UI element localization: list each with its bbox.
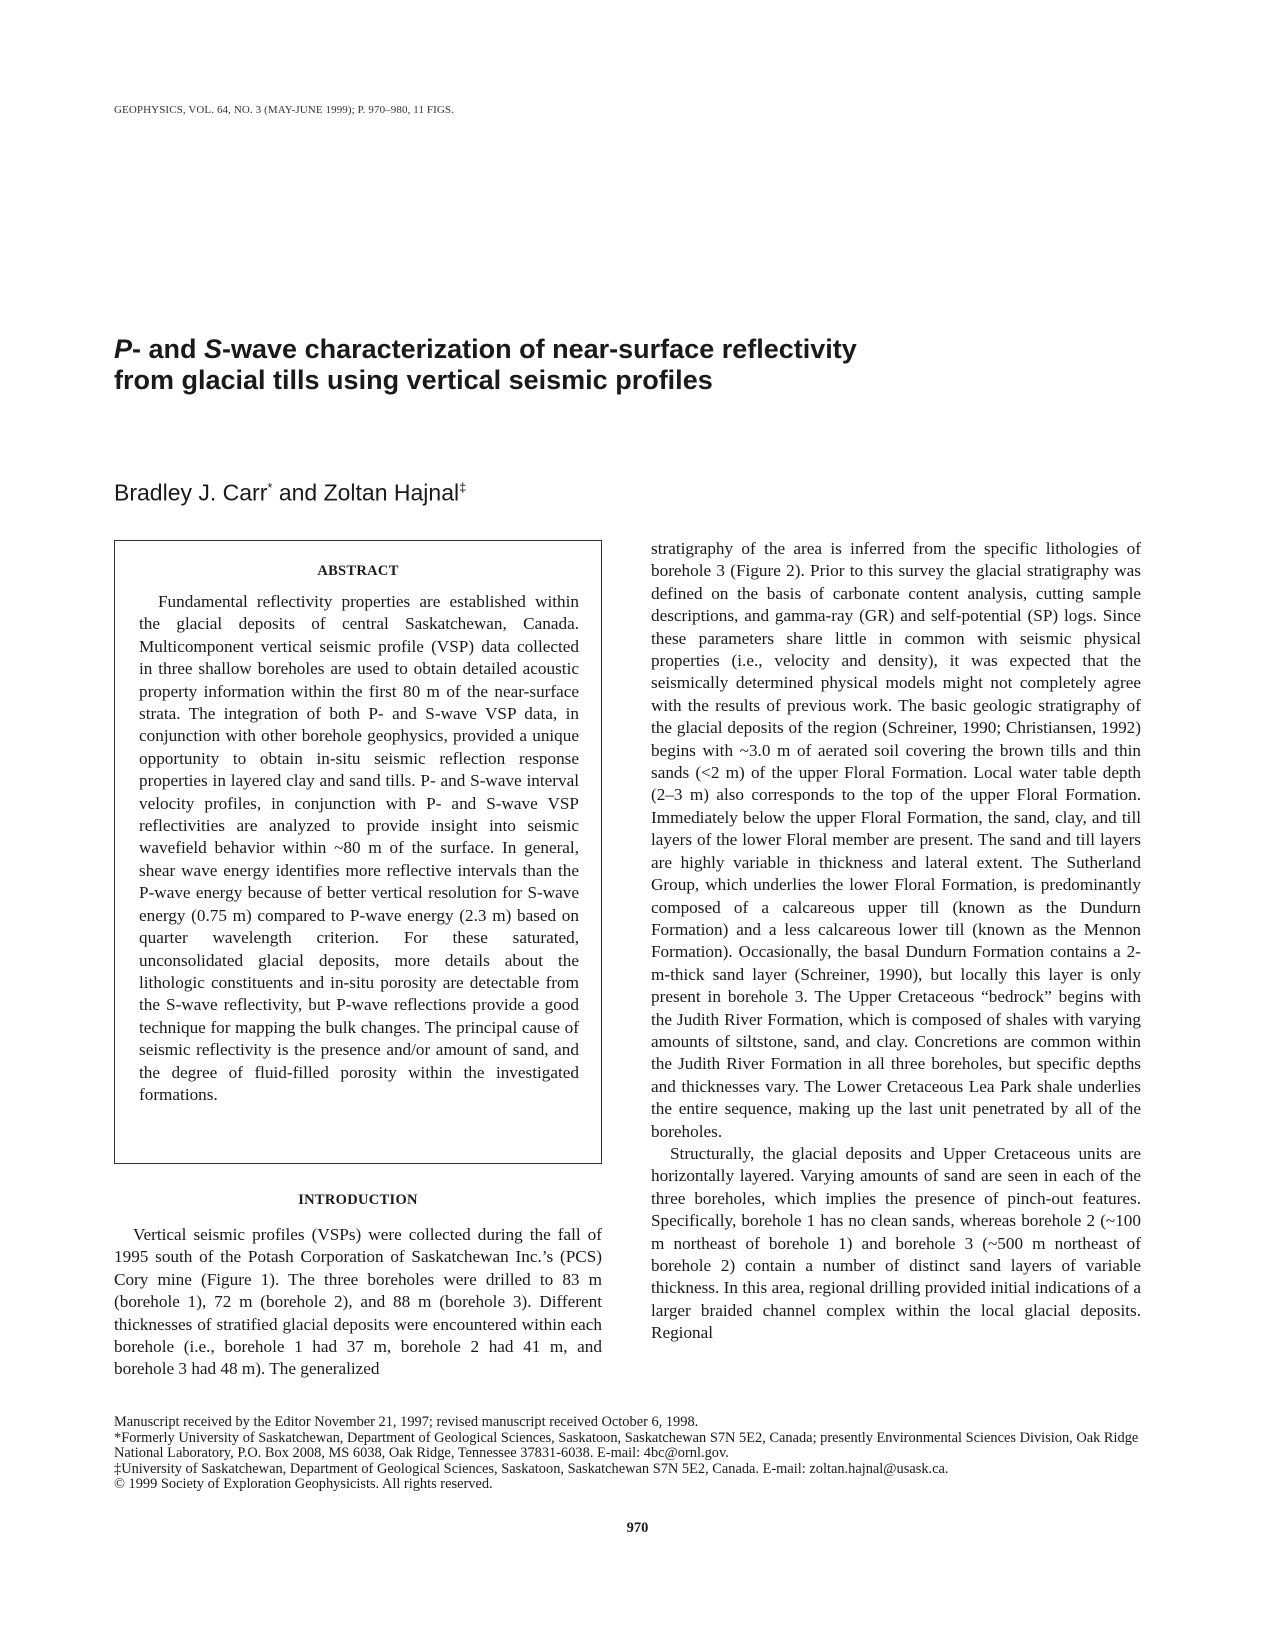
footnotes	[114, 1415, 1144, 1493]
title-line-1: P- and S-wave characterization of near-surface reflectivity	[114, 334, 857, 364]
title-line-2: from glacial tills using vertical seismic profiles	[114, 365, 713, 395]
author-name: Bradley J. Carr	[114, 479, 268, 506]
right-column	[651, 538, 1141, 1345]
journal-header: GEOPHYSICS, VOL. 64, NO. 3 (MAY-JUNE 1999); P. 970–980, 11 FIGS.	[114, 104, 454, 116]
author-name: Zoltan Hajnal	[323, 479, 460, 506]
copyright-note: © 1999 Society of Exploration Geophysicists. All rights reserved.	[114, 1476, 493, 1492]
abstract-text: Fundamental reflectivity properties are established within the glacial deposits of central Saskatchewan, Canada. Multicomponent vertical seismic profile (VSP) data collected in three shallow boreholes are used to obtain detailed acoustic property information within the first 80 m of the near-surface strata. The integration of both P- and S-wave VSP data, in conjunction with other borehole geophysics, provided a unique opportunity to obtain in-situ seismic reflection response properties in layered clay and sand tills. P- and S-wave interval velocity profiles, in conjunction with P- and S-wave VSP reflectivities are analyzed to provide insight into seismic wavefield behavior within ~80 m of the surface. In general, shear wave energy identifies more reflective intervals than the P-wave energy because of better vertical resolution for S-wave energy (0.75 m) compared to P-wave energy (2.3 m) based on quarter wavelength criterion. For these saturated, unconsolidated glacial deposits, more details about the lithologic constituents and in-situ porosity are detectable from the S-wave reflectivity, but P-wave reflections provide a good technique for mapping the bulk changes. The principal cause of seismic reflectivity is the presence and/or amount of sand, and the degree of fluid-filled porosity within the investigated formations.	[139, 592, 579, 1104]
body-paragraph: stratigraphy of the area is inferred from the specific lithologies of borehole 3 (Figure 2). Prior to this survey the glacial stratigraphy was defined on the basis of carbonate content analysis, cutting sample descriptions, and gamma-ray (GR) and self-potential (SP) logs. Since these parameters share little in common with seismic physical properties (i.e., velocity and density), it was expected that the seismically determined physical models might not completely agree with the results of previous work. The basic geologic stratigraphy of the glacial deposits of the region (Schreiner, 1990; Christiansen, 1992) begins with ~3.0 m of aerated soil covering the brown tills and thin sands (<2 m) of the upper Floral Formation. Local water table depth (2–3 m) also corresponds to the top of the upper Floral Formation. Immediately below the upper Floral Formation, the sand, clay, and till layers of the lower Floral member are present. The sand and till layers are highly variable in thickness and lateral extent. The Sutherland Group, which underlies the lower Floral Formation, is predominantly composed of a calcareous upper till (known as the Dundurn Formation) and a less calcareous lower till (known as the Mennon Formation). Occasionally, the basal Dundurn Formation contains a 2-m-thick sand layer (Schreiner, 1990), but locally this layer is only present in borehole 3. The Upper Cretaceous “bedrock” begins with the Judith River Formation, which is composed of shales with varying amounts of siltstone, sand, and clay. Concretions are common within the Judith River Formation in all three boreholes, but specific depths and thicknesses vary. The Lower Cretaceous Lea Park shale underlies the entire sequence, making up the last unit penetrated by all of the boreholes.	[651, 539, 1141, 1141]
paper-title	[114, 334, 1114, 396]
introduction-heading: INTRODUCTION	[298, 1192, 418, 1208]
abstract-box	[114, 540, 602, 1164]
affiliation-note: *Formerly University of Saskatchewan, Department of Geological Sciences, Saskatoon, Saskatchewan S7N 5E2, Canada; presently Environmental Sciences Division, Oak Ridge National Laboratory, P.O. Box 2008, MS 6038, Oak Ridge, Tennessee 37831-6038. E-mail: 4bc@ornl.gov.	[114, 1429, 1139, 1461]
introduction-text: Vertical seismic profiles (VSPs) were collected during the fall of 1995 south of the Potash Corporation of Saskatchewan Inc.’s (PCS) Cory mine (Figure 1). The three boreholes were drilled to 83 m (borehole 1), 72 m (borehole 2), and 88 m (borehole 3). Different thicknesses of stratified glacial deposits were encountered within each borehole (i.e., borehole 1 had 37 m, borehole 2 had 41 m, and borehole 3 had 48 m). The generalized	[114, 1225, 602, 1379]
footnote-mark: *	[267, 480, 273, 495]
page-number: 970	[626, 1520, 649, 1536]
footnote-mark: ‡	[459, 480, 467, 495]
manuscript-received-note: Manuscript received by the Editor November 21, 1997; revised manuscript received October 6, 1998.	[114, 1414, 699, 1430]
author-list: Bradley J. Carr* and Zoltan Hajnal‡	[114, 479, 467, 506]
abstract-heading: ABSTRACT	[317, 563, 399, 579]
affiliation-note: ‡University of Saskatchewan, Department of Geological Sciences, Saskatoon, Saskatchewan S7N 5E2, Canada. E-mail: zoltan.hajnal@usask.ca.	[114, 1460, 949, 1477]
body-paragraph: Structurally, the glacial deposits and Upper Cretaceous units are horizontally layered. Varying amounts of sand are seen in each of the three boreholes, which implies the presence of pinch-out features. Specifically, borehole 1 has no clean sands, whereas borehole 2 (~100 m northeast of borehole 1) and borehole 3 (~500 m northeast of borehole 2) contain a number of distinct sand layers of variable thickness. In this area, regional drilling provided initial indications of a larger braided channel complex within the local glacial deposits. Regional	[651, 1143, 1141, 1343]
